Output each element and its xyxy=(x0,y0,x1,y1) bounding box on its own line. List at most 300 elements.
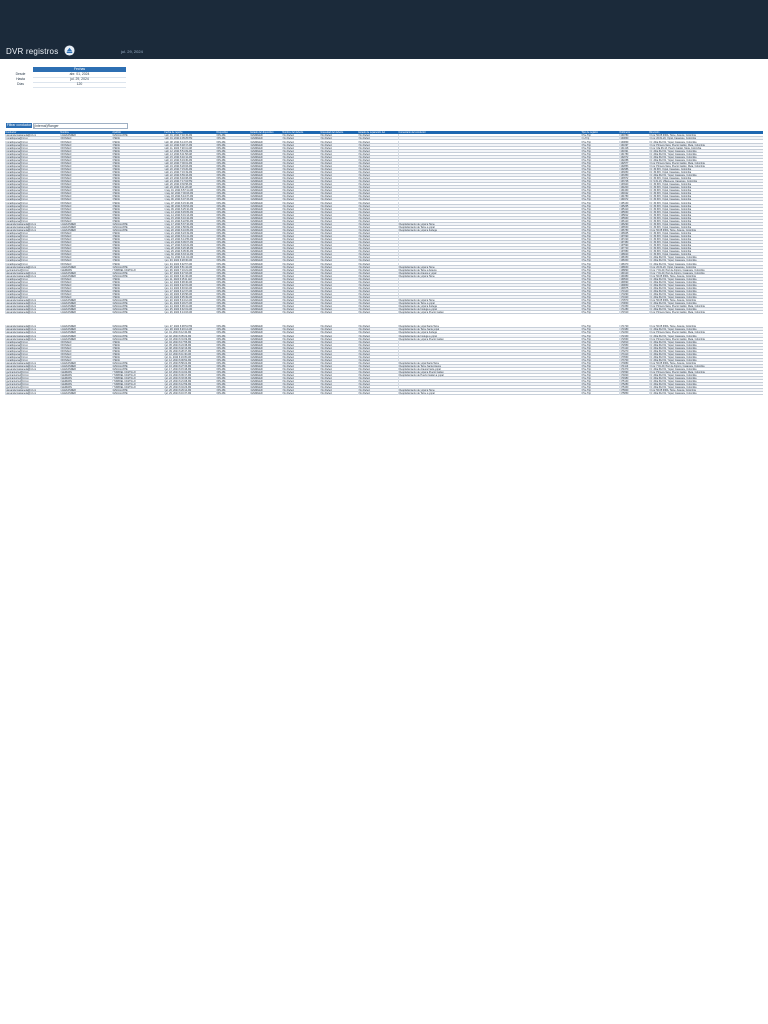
first-name-cell: RONALD xyxy=(60,287,112,290)
column-header[interactable]: Odómetro xyxy=(619,131,631,134)
report-date-cell: jun. 25, 2024 6:32:19 AM xyxy=(164,308,216,311)
driver-comment-cell: Desplazamiento de Arauca hacia yopal xyxy=(398,368,581,371)
device-cell: RN-481 xyxy=(216,392,250,395)
device-state-cell: ENABLED xyxy=(250,299,282,302)
defect-severity-cell: No Defect xyxy=(320,177,358,180)
report-date-cell: jun. 13, 2024 6:22:15 AM xyxy=(164,284,216,287)
report-date-cell: jun. 17, 2024 6:12:37 AM xyxy=(164,290,216,293)
defect-severity-cell: No Defect xyxy=(320,165,358,168)
address-cell: 0 ca: Primera Vaca, Puerto Gaitán, Meta, Colombia xyxy=(649,371,763,374)
report-date-cell: may. 30, 2024 6:33:12 AM xyxy=(164,253,216,256)
log-type-cell: Pre-Trip xyxy=(581,186,619,189)
filter-from-date[interactable]: abr. 01, 2024 xyxy=(33,72,126,78)
device-state-cell: ENABLED xyxy=(250,308,282,311)
log-type-cell: Pre-Trip xyxy=(581,392,619,395)
table-row[interactable] xyxy=(5,392,763,395)
odometer-cell: 164200 xyxy=(619,186,649,189)
last-name-cell: PEÑA xyxy=(112,177,164,180)
device-cell: RN-481 xyxy=(216,371,250,374)
driver-comment-cell: Desplazamiento de yopal hacia Tame xyxy=(398,325,581,328)
driver-email-cell: germanturriel@rcl.co xyxy=(5,269,60,272)
filter-to-date[interactable]: jul. 29, 2024 xyxy=(33,77,126,83)
report-date-cell: abr. 20, 2024 7:15:20 AM xyxy=(164,168,216,171)
address-cell: C: 20ta #12-51, Yopal, Casanare, Colombia xyxy=(649,150,763,153)
odometer-cell: 172660 xyxy=(619,338,649,341)
device-cell: RN-481 xyxy=(216,208,250,211)
address-cell: C: 20ta #12-51, Yopal, Casanare, Colombia xyxy=(649,263,763,266)
first-name-cell: RONALD xyxy=(60,347,112,350)
repair-status-cell: No Defect xyxy=(358,305,398,308)
last-name-cell: ESCALANTE xyxy=(112,389,164,392)
log-type-cell: Pre-Trip xyxy=(581,235,619,238)
column-header[interactable]: Nombre xyxy=(60,131,69,134)
defect-severity-cell: No Defect xyxy=(320,162,358,165)
report-date: jul. 29, 2024 xyxy=(121,49,143,54)
first-name-cell: ALEXANDER xyxy=(60,331,112,334)
defect-severity-cell: No Defect xyxy=(320,305,358,308)
defect-severity-cell: No Defect xyxy=(320,186,358,189)
last-name-cell: PEÑA xyxy=(112,259,164,262)
log-type-cell: Pre-Trip xyxy=(581,272,619,275)
device-state-cell: ENABLED xyxy=(250,195,282,198)
first-name-cell: ALEXANDER xyxy=(60,311,112,314)
device-state-cell: ENABLED xyxy=(250,338,282,341)
log-type-cell: In-Trip xyxy=(581,137,619,140)
driver-comment-cell: Desplazamiento de yopal a Tame xyxy=(398,266,581,269)
device-cell: RN-481 xyxy=(216,266,250,269)
first-name-cell: RONALD xyxy=(60,214,112,217)
defect-severity-cell: No Defect xyxy=(320,198,358,201)
driver-email-cell: ronaldopena@rcl.co xyxy=(5,290,60,293)
device-state-cell: ENABLED xyxy=(250,344,282,347)
device-state-cell: ENABLED xyxy=(250,359,282,362)
address-cell: C: 20ta #12-51, Yopal, Casanare, Colombia xyxy=(649,356,763,359)
odometer-cell: 166935 xyxy=(619,232,649,235)
driver-email-cell: ronaldopena@rcl.co xyxy=(5,202,60,205)
log-type-cell: Pre-Trip xyxy=(581,362,619,365)
odometer-cell: 170420 xyxy=(619,296,649,299)
defect-severity-cell: No Defect xyxy=(320,290,358,293)
address-cell: C: 20ta #12-51, Yopal, Casanare, Colombia xyxy=(649,153,763,156)
driver-email-cell: alexandercastaneda@rcl.co xyxy=(5,266,60,269)
address-cell: C: 30 #15, Yopal, Casanare, Colombia xyxy=(649,220,763,223)
log-type-cell: Pre-Trip xyxy=(581,347,619,350)
odometer-cell: 171050 xyxy=(619,305,649,308)
odometer-cell: 170830 xyxy=(619,302,649,305)
device-state-cell: ENABLED xyxy=(250,293,282,296)
last-name-cell: ESCALANTE xyxy=(112,229,164,232)
odometer-cell: 174980 xyxy=(619,377,649,380)
address-cell: C: 20ta #12-51, Yopal, Casanare, Colombia xyxy=(649,278,763,281)
device-state-cell: ENABLED xyxy=(250,211,282,214)
column-header[interactable]: Fecha de reporte xyxy=(164,131,183,134)
address-cell: C: 30 #15, Yopal, Casanare, Colombia xyxy=(649,241,763,244)
defect-name-cell: No Defect xyxy=(282,302,320,305)
device-state-cell: ENABLED xyxy=(250,302,282,305)
device-cell: RN-481 xyxy=(216,250,250,253)
defect-severity-cell: No Defect xyxy=(320,392,358,395)
last-name-cell: ESCALANTE xyxy=(112,311,164,314)
log-type-cell: Pre-Trip xyxy=(581,328,619,331)
defect-name-cell: No Defect xyxy=(282,374,320,377)
address-cell: C: 30 #15, Yopal, Casanare, Colombia xyxy=(649,198,763,201)
address-cell: C: 30 #15, Yopal, Casanare, Colombia xyxy=(649,211,763,214)
defect-severity-cell: No Defect xyxy=(320,331,358,334)
odometer-cell: 174820 xyxy=(619,374,649,377)
repair-status-cell: No Defect xyxy=(358,253,398,256)
first-name-cell: GERMAN xyxy=(60,269,112,272)
odometer-cell: 160780 xyxy=(619,134,649,137)
defect-severity-cell: No Defect xyxy=(320,338,358,341)
log-type-cell: Pre-Trip xyxy=(581,232,619,235)
repair-status-cell: No Defect xyxy=(358,272,398,275)
device-cell: RN-481 xyxy=(216,202,250,205)
log-type-cell: Pre-Trip xyxy=(581,156,619,159)
column-header[interactable]: Dirección xyxy=(649,131,660,134)
log-type-cell: Pre-Trip xyxy=(581,299,619,302)
last-name-cell: PEÑA xyxy=(112,253,164,256)
first-name-cell: RONALD xyxy=(60,356,112,359)
odometer-cell: 167380 xyxy=(619,241,649,244)
column-header[interactable]: Estado del dispositivo xyxy=(250,131,274,134)
last-name-cell: ESCALANTE xyxy=(112,365,164,368)
driver-email-cell: germanturriel@rcl.co xyxy=(5,377,60,380)
log-type-cell: Pre-Trip xyxy=(581,281,619,284)
defect-name-cell: No Defect xyxy=(282,162,320,165)
repair-status-cell: No Defect xyxy=(358,344,398,347)
address-cell: C: 30 #15, Yopal, Casanare, Colombia xyxy=(649,177,763,180)
device-state-cell: ENABLED xyxy=(250,389,282,392)
driver-email-cell: germanturriel@rcl.co xyxy=(5,383,60,386)
last-name-cell: PEÑA xyxy=(112,195,164,198)
log-type-cell: Pre-Trip xyxy=(581,202,619,205)
odometer-cell: 169120 xyxy=(619,272,649,275)
address-cell: C: 30 #15, Yopal, Casanare, Colombia xyxy=(649,168,763,171)
defect-name-cell: No Defect xyxy=(282,290,320,293)
device-state-cell: ENABLED xyxy=(250,162,282,165)
odometer-cell: 173560 xyxy=(619,356,649,359)
defect-name-cell: No Defect xyxy=(282,229,320,232)
driver-comment-cell: Desplazamiento de yopal a bodega xyxy=(398,331,581,334)
filter-from-label: Desde xyxy=(15,72,26,76)
repair-status-cell: No Defect xyxy=(358,284,398,287)
repair-status-cell: No Defect xyxy=(358,134,398,137)
repair-status-cell: No Defect xyxy=(358,341,398,344)
defect-severity-cell: No Defect xyxy=(320,296,358,299)
repair-status-cell: No Defect xyxy=(358,380,398,383)
last-name-cell: ESCALANTE xyxy=(112,331,164,334)
driver-email-cell: ronaldopena@rcl.co xyxy=(5,147,60,150)
repair-status-cell: No Defect xyxy=(358,353,398,356)
report-date-cell: abr. 08, 2024 6:14:07 AM xyxy=(164,141,216,144)
defect-name-cell: No Defect xyxy=(282,296,320,299)
log-type-cell: Pre-Trip xyxy=(581,180,619,183)
defect-name-cell: No Defect xyxy=(282,153,320,156)
address-cell: C: 20ta #12-51, Yopal, Casanare, Colombia xyxy=(649,159,763,162)
device-cell: RN-481 xyxy=(216,134,250,137)
column-header[interactable]: Apellido xyxy=(112,131,121,134)
device-state-cell: ENABLED xyxy=(250,328,282,331)
report-date-cell: jun. 04, 2024 6:02:57 AM xyxy=(164,263,216,266)
column-header[interactable]: Dispositivo xyxy=(216,131,228,134)
dvir-records-table xyxy=(5,131,763,1022)
defect-name-cell: No Defect xyxy=(282,341,320,344)
driver-email-cell: ronaldopena@rcl.co xyxy=(5,137,60,140)
defect-name-cell: No Defect xyxy=(282,281,320,284)
last-name-cell: PEÑA xyxy=(112,162,164,165)
report-date-cell: may. 18, 2024 4:58:09 AM xyxy=(164,226,216,229)
log-type-cell: Pre-Trip xyxy=(581,226,619,229)
odometer-cell: 171510 xyxy=(619,311,649,314)
device-state-cell: ENABLED xyxy=(250,335,282,338)
last-name-cell: ESCALANTE xyxy=(112,302,164,305)
report-date-cell: jun. 26, 2024 6:14:03 AM xyxy=(164,311,216,314)
defect-severity-cell: No Defect xyxy=(320,214,358,217)
log-type-cell: Pre-Trip xyxy=(581,177,619,180)
driver-email-cell: ronaldopena@rcl.co xyxy=(5,214,60,217)
defect-name-cell: No Defect xyxy=(282,344,320,347)
defect-severity-cell: No Defect xyxy=(320,247,358,250)
report-date-cell: may. 13, 2024 6:45:05 AM xyxy=(164,211,216,214)
log-type-cell: Pre-Trip xyxy=(581,168,619,171)
defect-severity-cell: No Defect xyxy=(320,353,358,356)
defect-name-cell: No Defect xyxy=(282,308,320,311)
report-date-cell: may. 28, 2024 6:26:48 AM xyxy=(164,247,216,250)
address-cell: 0 ca: Primera Vaca, Puerto Gaitán, Meta, Colombia xyxy=(649,311,763,314)
repair-status-cell: No Defect xyxy=(358,217,398,220)
log-type-cell: Pre-Trip xyxy=(581,144,619,147)
repair-status-cell: No Defect xyxy=(358,338,398,341)
driver-filter-input[interactable]: (Internal)Ranger xyxy=(33,123,128,129)
first-name-cell: ALEXANDER xyxy=(60,223,112,226)
device-cell: RN-481 xyxy=(216,325,250,328)
first-name-cell: ALEXANDER xyxy=(60,229,112,232)
last-name-cell: PEÑA xyxy=(112,232,164,235)
device-cell: RN-481 xyxy=(216,223,250,226)
log-type-cell: Pre-Trip xyxy=(581,189,619,192)
report-date-cell: abr. 19, 2024 6:20:03 AM xyxy=(164,165,216,168)
odometer-cell: 168150 xyxy=(619,256,649,259)
driver-email-cell: ronaldopena@rcl.co xyxy=(5,281,60,284)
driver-email-cell: alexandercastaneda@rcl.co xyxy=(5,305,60,308)
address-cell: C: 30 #15, Yopal, Casanare, Colombia xyxy=(649,247,763,250)
address-cell: 0 ca: 16a #6-13, Puerto Gaitán, Meta, Colombia xyxy=(649,147,763,150)
log-type-cell: Pre-Trip xyxy=(581,256,619,259)
first-name-cell: RONALD xyxy=(60,244,112,247)
device-cell: RN-481 xyxy=(216,147,250,150)
device-cell: RN-481 xyxy=(216,244,250,247)
device-state-cell: ENABLED xyxy=(250,353,282,356)
device-state-cell: ENABLED xyxy=(250,165,282,168)
report-date-cell: jul. 23, 2024 6:21:08 AM xyxy=(164,380,216,383)
repair-status-cell: No Defect xyxy=(358,208,398,211)
defect-severity-cell: No Defect xyxy=(320,229,358,232)
driver-email-cell: alexandercastaneda@rcl.co xyxy=(5,272,60,275)
defect-name-cell: No Defect xyxy=(282,392,320,395)
report-date-cell: jul. 29, 2024 6:16:37 AM xyxy=(164,392,216,395)
driver-comment-cell: Desplazamiento de yopal a Puerto Gaitan xyxy=(398,311,581,314)
odometer-cell: 160869 xyxy=(619,141,649,144)
repair-status-cell: No Defect xyxy=(358,147,398,150)
device-cell: RN-481 xyxy=(216,344,250,347)
device-cell: RN-481 xyxy=(216,226,250,229)
defect-name-cell: No Defect xyxy=(282,168,320,171)
defect-name-cell: No Defect xyxy=(282,347,320,350)
defect-name-cell: No Defect xyxy=(282,371,320,374)
device-cell: RN-481 xyxy=(216,272,250,275)
defect-name-cell: No Defect xyxy=(282,368,320,371)
report-date-cell: abr. 22, 2024 6:59:43 AM xyxy=(164,174,216,177)
repair-status-cell: No Defect xyxy=(358,183,398,186)
log-type-cell: Pre-Trip xyxy=(581,359,619,362)
first-name-cell: RONALD xyxy=(60,180,112,183)
address-cell: C: 30 #15, Yopal, Casanare, Colombia xyxy=(649,235,763,238)
defect-name-cell: No Defect xyxy=(282,362,320,365)
first-name-cell: ALEXANDER xyxy=(60,302,112,305)
last-name-cell: PEÑA xyxy=(112,281,164,284)
driver-email-cell: alexandercastaneda@rcl.co xyxy=(5,389,60,392)
repair-status-cell: No Defect xyxy=(358,156,398,159)
last-name-cell: PEÑA xyxy=(112,137,164,140)
odometer-cell: 164622 xyxy=(619,192,649,195)
log-type-cell: Pre-Trip xyxy=(581,174,619,177)
log-type-cell: Pre-Trip xyxy=(581,325,619,328)
column-header[interactable]: Conductor xyxy=(5,131,17,134)
device-cell: RN-481 xyxy=(216,389,250,392)
first-name-cell: GERMAN xyxy=(60,377,112,380)
repair-status-cell: No Defect xyxy=(358,350,398,353)
log-type-cell: Pre-Trip xyxy=(581,241,619,244)
defect-name-cell: No Defect xyxy=(282,214,320,217)
repair-status-cell: No Defect xyxy=(358,335,398,338)
driver-email-cell: alexandercastaneda@rcl.co xyxy=(5,335,60,338)
odometer-cell: 169380 xyxy=(619,275,649,278)
column-header[interactable]: Gravedad del defecto xyxy=(320,131,344,134)
first-name-cell: RONALD xyxy=(60,150,112,153)
report-date-cell: may. 23, 2024 6:14:55 AM xyxy=(164,238,216,241)
first-name-cell: ALEXANDER xyxy=(60,134,112,137)
log-type-cell: Pre-Trip xyxy=(581,290,619,293)
defect-severity-cell: No Defect xyxy=(320,192,358,195)
address-cell: 0 ca: 50.05 #36A, Tame, Arauca, Colombia xyxy=(649,229,763,232)
driver-comment-cell: Desplazamiento de yopal a bodega xyxy=(398,305,581,308)
device-cell: RN-481 xyxy=(216,386,250,389)
last-name-cell: PEÑA xyxy=(112,250,164,253)
driver-email-cell: ronaldopena@rcl.co xyxy=(5,174,60,177)
repair-status-cell: No Defect xyxy=(358,229,398,232)
repair-status-cell: No Defect xyxy=(358,186,398,189)
last-name-cell: PEÑA xyxy=(112,214,164,217)
defect-name-cell: No Defect xyxy=(282,226,320,229)
address-cell: C: 20ta #12-51, Yopal, Casanare, Colombia xyxy=(649,281,763,284)
repair-status-cell: No Defect xyxy=(358,180,398,183)
device-state-cell: ENABLED xyxy=(250,266,282,269)
address-cell: C: 30 #15, Yopal, Casanare, Colombia xyxy=(649,232,763,235)
device-state-cell: ENABLED xyxy=(250,311,282,314)
odometer-cell: 167590 xyxy=(619,244,649,247)
defect-name-cell: No Defect xyxy=(282,208,320,211)
address-cell: C: 30 #15, Yopal, Casanare, Colombia xyxy=(649,253,763,256)
column-header[interactable]: Tipo de registro xyxy=(581,131,598,134)
last-name-cell: PEÑA xyxy=(112,147,164,150)
driver-email-cell: ronaldopena@rcl.co xyxy=(5,195,60,198)
odometer-cell: 169690 xyxy=(619,281,649,284)
repair-status-cell: No Defect xyxy=(358,211,398,214)
device-cell: RN-481 xyxy=(216,189,250,192)
address-cell: 0 ca: 20 #1-20, Yopal, Casanare, Colombia xyxy=(649,137,763,140)
first-name-cell: ALEXANDER xyxy=(60,226,112,229)
defect-name-cell: No Defect xyxy=(282,386,320,389)
defect-name-cell: No Defect xyxy=(282,256,320,259)
odometer-cell: 165812 xyxy=(619,214,649,217)
first-name-cell: ALEXANDER xyxy=(60,368,112,371)
device-cell: RN-481 xyxy=(216,341,250,344)
address-cell: 0 ca: 50.05 #36A, Tame, Arauca, Colombia xyxy=(649,299,763,302)
last-name-cell: PEÑA xyxy=(112,359,164,362)
defect-severity-cell: No Defect xyxy=(320,328,358,331)
defect-severity-cell: No Defect xyxy=(320,308,358,311)
device-cell: RN-481 xyxy=(216,383,250,386)
log-type-cell: Pre-Trip xyxy=(581,147,619,150)
defect-name-cell: No Defect xyxy=(282,353,320,356)
address-cell: C: 30 #15, Yopal, Casanare, Colombia xyxy=(649,244,763,247)
driver-email-cell: ronaldopena@rcl.co xyxy=(5,344,60,347)
defect-name-cell: No Defect xyxy=(282,311,320,314)
defect-name-cell: No Defect xyxy=(282,144,320,147)
column-header[interactable]: Nombre del defecto xyxy=(282,131,304,134)
last-name-cell: PEÑA xyxy=(112,156,164,159)
log-type-cell: Pre-Trip xyxy=(581,302,619,305)
device-cell: RN-481 xyxy=(216,284,250,287)
report-date-cell: abr. 10, 2024 6:48:17 AM xyxy=(164,144,216,147)
address-cell: C: 20ta #12-51, Yopal, Casanare, Colombia xyxy=(649,296,763,299)
defect-name-cell: No Defect xyxy=(282,211,320,214)
address-cell: C: 20ta #12-51, Yopal, Casanare, Colombia xyxy=(649,344,763,347)
defect-name-cell: No Defect xyxy=(282,269,320,272)
column-header[interactable]: Estado de reparación del xyxy=(358,131,385,134)
defect-severity-cell: No Defect xyxy=(320,359,358,362)
repair-status-cell: No Defect xyxy=(358,290,398,293)
first-name-cell: RONALD xyxy=(60,250,112,253)
device-cell: RN-481 xyxy=(216,365,250,368)
defect-severity-cell: No Defect xyxy=(320,202,358,205)
odometer-cell: 165130 xyxy=(619,202,649,205)
device-cell: RN-481 xyxy=(216,156,250,159)
first-name-cell: RONALD xyxy=(60,168,112,171)
defect-severity-cell: No Defect xyxy=(320,278,358,281)
defect-severity-cell: No Defect xyxy=(320,377,358,380)
device-cell: RN-481 xyxy=(216,205,250,208)
odometer-cell: 162986 xyxy=(619,168,649,171)
address-cell: C: 30 #15, Yopal, Casanare, Colombia xyxy=(649,217,763,220)
device-cell: RN-481 xyxy=(216,380,250,383)
report-date-cell: abr. 15, 2024 6:40:12 AM xyxy=(164,156,216,159)
driver-email-cell: ronaldopena@rcl.co xyxy=(5,153,60,156)
defect-name-cell: No Defect xyxy=(282,186,320,189)
address-cell: C: 20ta #12-51, Yopal, Casanare, Colombia xyxy=(649,341,763,344)
repair-status-cell: No Defect xyxy=(358,296,398,299)
driver-email-cell: alexandercastaneda@rcl.co xyxy=(5,229,60,232)
device-state-cell: ENABLED xyxy=(250,208,282,211)
report-date-cell: jun. 21, 2024 6:18:27 AM xyxy=(164,302,216,305)
device-cell: RN-481 xyxy=(216,174,250,177)
column-header[interactable]: Comentario del conductor xyxy=(398,131,426,134)
defect-name-cell: No Defect xyxy=(282,383,320,386)
device-cell: RN-481 xyxy=(216,195,250,198)
first-name-cell: GERMAN xyxy=(60,386,112,389)
defect-name-cell: No Defect xyxy=(282,325,320,328)
driver-email-cell: ronaldopena@rcl.co xyxy=(5,296,60,299)
